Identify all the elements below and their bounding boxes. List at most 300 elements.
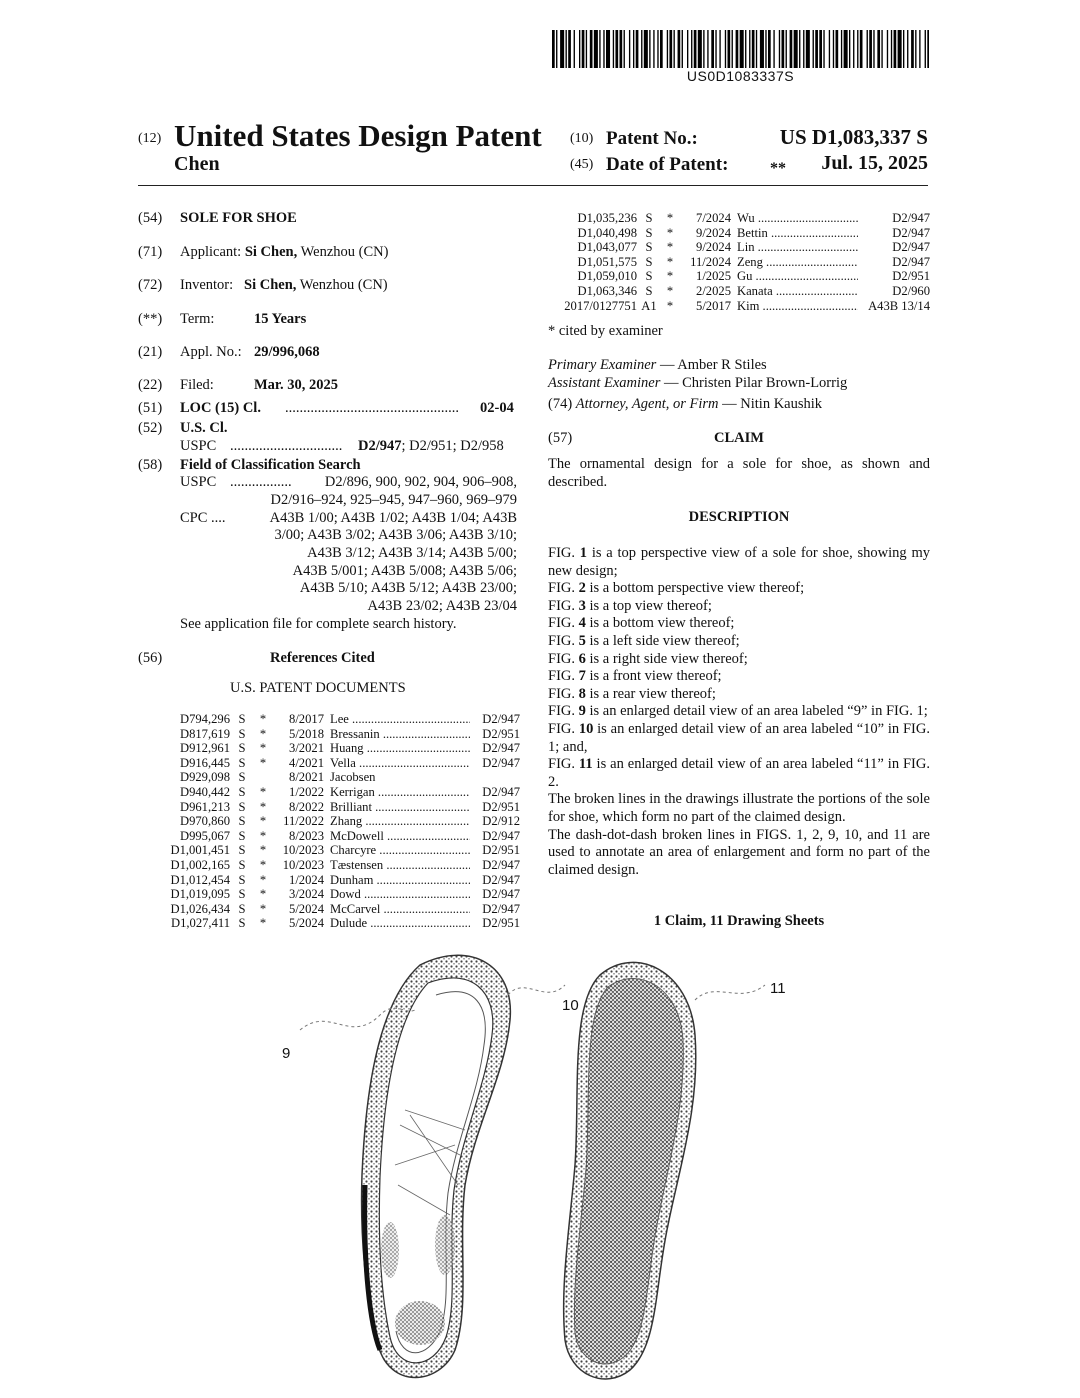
barcode-bar — [836, 30, 839, 68]
reference-number: D1,063,346 — [577, 283, 637, 298]
reference-row — [150, 858, 520, 873]
description-list — [548, 545, 930, 879]
reference-star: * — [259, 887, 267, 902]
reference-row — [545, 240, 930, 255]
barcode-bar — [925, 30, 926, 68]
barcode-bar — [552, 30, 555, 68]
reference-name: Dowd ..... — [324, 887, 470, 902]
reference-date: 3/2021 — [289, 741, 324, 756]
barcode-bar — [653, 30, 654, 68]
barcode-bar — [624, 30, 625, 68]
reference-class: D2/947 — [470, 741, 520, 756]
figure-prefix: FIG. — [548, 685, 579, 702]
reference-kind: S — [238, 755, 246, 770]
barcode-bar — [620, 30, 623, 68]
document-type-title: United States Design Patent — [174, 118, 542, 153]
reference-kind: S — [238, 828, 246, 843]
figure-number: 7 — [578, 668, 586, 685]
reference-date: 9/2024 — [696, 240, 731, 255]
barcode-bar — [674, 30, 675, 68]
reference-number: D1,040,498 — [577, 225, 637, 240]
figure-text: is an enlarged detail view of an area labeled “10” in FIG. 1; and, — [548, 720, 930, 755]
barcode-bar — [841, 30, 842, 68]
figure-description — [548, 545, 930, 580]
reference-date: 8/2023 — [289, 828, 324, 843]
barcode-bar — [773, 30, 774, 68]
figure-number: 3 — [578, 597, 586, 614]
us-cl-label: U.S. Cl. — [180, 420, 228, 436]
reference-number: D916,445 — [179, 755, 230, 770]
reference-star: * — [259, 726, 267, 741]
uspc-main: D2/947 — [358, 438, 402, 454]
reference-class: D2/947 — [858, 211, 930, 226]
reference-number: D1,059,010 — [577, 269, 637, 284]
barcode-bar — [907, 30, 908, 68]
reference-date: 4/2021 — [289, 755, 324, 770]
reference-class: D2/947 — [470, 829, 520, 844]
reference-kind: S — [238, 887, 246, 902]
barcode-bar — [768, 30, 771, 68]
reference-star: * — [666, 225, 674, 240]
reference-name: Brilliant ..... — [324, 800, 470, 815]
barcode-bar — [641, 30, 642, 68]
barcode-bar — [867, 30, 868, 68]
reference-star: * — [259, 872, 267, 887]
figure-number: 9 — [578, 703, 586, 720]
figure-number: 11 — [578, 756, 593, 773]
appl-no-label: Appl. No.: — [180, 344, 242, 360]
code-54: (54) — [138, 210, 163, 226]
reference-date: 1/2022 — [289, 784, 324, 799]
barcode-bar — [903, 30, 904, 68]
figure-number: 5 — [578, 632, 586, 649]
reference-name: Wu ..... — [731, 211, 858, 226]
reference-row — [150, 756, 520, 771]
dash-dot-note: The dash-dot-dash broken lines in FIGS. 1, 2, 9, 10, and 11 are used to annotate an area of enlargement and form no part of the claimed design. — [548, 826, 930, 878]
field-search-label: Field of Classification Search — [180, 457, 361, 473]
patent-title: SOLE FOR SHOE — [180, 210, 297, 226]
reference-row — [150, 814, 520, 829]
figure-prefix: FIG. — [548, 615, 579, 632]
reference-star: * — [666, 269, 674, 284]
sole-bottom-perspective — [564, 962, 696, 1379]
inventor-name: Si Chen, — [244, 277, 297, 293]
reference-name: Dunham ..... — [324, 873, 470, 888]
cpc-line-6: A43B 23/02; A43B 23/04 — [367, 598, 517, 614]
reference-class: D2/947 — [858, 255, 930, 270]
reference-class: D2/947 — [470, 858, 520, 873]
inventor-row — [180, 277, 388, 294]
barcode-bar — [919, 30, 920, 68]
reference-number: D1,027,411 — [170, 916, 230, 931]
figure-prefix: FIG. — [548, 650, 579, 667]
drawing-label-9: 9 — [282, 1045, 291, 1062]
figure-text: is a rear view thereof; — [585, 685, 716, 702]
patent-no-label: Patent No.: — [606, 128, 698, 149]
reference-date: 9/2024 — [696, 225, 731, 240]
reference-class: D2/951 — [470, 843, 520, 858]
reference-date: 5/2024 — [289, 916, 324, 931]
attorney-label: Attorney, Agent, or Firm — [575, 396, 719, 412]
reference-number: D961,213 — [179, 799, 230, 814]
claims-and-sheets: 1 Claim, 11 Drawing Sheets — [653, 913, 825, 929]
reference-name: Bressanin ..... — [324, 727, 470, 742]
filed-value: Mar. 30, 2025 — [254, 377, 339, 393]
reference-star: * — [259, 799, 267, 814]
reference-name: Zeng ..... — [731, 255, 858, 270]
uspc-rest: ; D2/951; D2/958 — [401, 438, 504, 454]
code-22: (22) — [138, 377, 163, 393]
reference-row — [545, 284, 930, 299]
shoe-sole-drawing — [270, 945, 830, 1390]
reference-row — [150, 727, 520, 742]
reference-date: 5/2018 — [289, 726, 324, 741]
reference-class: D2/947 — [470, 887, 520, 902]
figure-text: is a right side view thereof; — [585, 650, 748, 667]
reference-kind: S — [238, 901, 246, 916]
barcode-bar — [829, 30, 830, 68]
figure-text: is an enlarged detail view of an area labeled “11” in FIG. 2. — [548, 756, 930, 790]
reference-class: D2/947 — [858, 226, 930, 241]
figure-description — [548, 615, 930, 633]
date-of-patent-label: Date of Patent: — [606, 154, 729, 175]
reference-number: 2017/0127751 — [564, 298, 637, 313]
reference-row — [545, 269, 930, 284]
reference-class: D2/951 — [858, 269, 930, 284]
reference-kind: A1 — [641, 298, 657, 313]
barcode-bar — [740, 30, 744, 68]
reference-class: D2/951 — [470, 800, 520, 815]
reference-kind: S — [238, 916, 246, 931]
barcode-bar — [590, 30, 593, 68]
barcode-bar — [691, 30, 692, 68]
barcode-bar — [794, 30, 798, 68]
barcode-bar — [887, 30, 888, 68]
reference-date: 5/2017 — [696, 298, 731, 313]
barcode-bar — [579, 30, 580, 68]
barcode-bar — [582, 30, 585, 68]
patent-number: US D1,083,337 S — [779, 125, 928, 149]
reference-date: 10/2023 — [282, 843, 324, 858]
barcode-bar — [891, 30, 892, 68]
applicant-location: Wenzhou (CN) — [300, 244, 389, 260]
reference-row — [545, 226, 930, 241]
figure-description — [548, 633, 930, 651]
barcode-bar — [568, 30, 571, 68]
primary-examiner-name: — Amber R Stiles — [659, 357, 767, 373]
figure-text: is a top view thereof; — [585, 597, 712, 614]
code-72: (72) — [138, 277, 163, 293]
primary-examiner-label: Primary Examiner — [548, 357, 657, 373]
header-rule — [138, 185, 928, 186]
cpc-line-2: 3/00; A43B 3/02; A43B 3/06; A43B 3/10; — [274, 527, 517, 543]
barcode-bar — [698, 30, 702, 68]
reference-row — [545, 211, 930, 226]
barcode-bar — [615, 30, 618, 68]
code-71: (71) — [138, 244, 163, 260]
reference-class: A43B 13/14 — [858, 299, 930, 314]
uspc-label: USPC — [180, 438, 217, 454]
reference-row — [545, 255, 930, 270]
sole-top-perspective — [362, 955, 511, 1377]
leader-line-10 — [508, 985, 565, 995]
reference-star: * — [666, 240, 674, 255]
code-45: (45) — [570, 157, 594, 172]
figure-prefix: FIG. — [548, 756, 579, 773]
reference-number: D1,012,454 — [170, 872, 230, 887]
figure-number: 1 — [579, 545, 588, 561]
barcode-bar — [782, 30, 785, 68]
reference-class: D2/951 — [470, 727, 520, 742]
reference-name: McCarvel ..... — [324, 902, 470, 917]
claim-title: CLAIM — [714, 430, 764, 446]
code-74: (74) — [548, 396, 573, 412]
reference-row — [150, 712, 520, 727]
barcode-bar — [629, 30, 630, 68]
primary-examiner — [548, 357, 930, 375]
barcode-bar — [636, 30, 639, 68]
uspc-values — [358, 438, 504, 455]
barcode-bar — [849, 30, 850, 68]
barcode-bar — [803, 30, 804, 68]
reference-number: D817,619 — [179, 726, 230, 741]
reference-class: D2/912 — [470, 814, 520, 829]
barcode-bar — [606, 30, 610, 68]
reference-name: Kerrigan ..... — [324, 785, 470, 800]
figure-number: 2 — [578, 580, 586, 597]
reference-star: * — [259, 857, 267, 872]
field-uspc-line-2: D2/916–924, 925–945, 947–960, 969–979 — [270, 492, 517, 508]
reference-kind: S — [238, 770, 246, 785]
reference-star: * — [259, 784, 267, 799]
barcode-bar — [725, 30, 726, 68]
filed-label: Filed: — [180, 377, 214, 393]
barcode-bar — [894, 30, 897, 68]
reference-kind: S — [238, 814, 246, 829]
barcode-bar — [813, 30, 814, 68]
reference-row — [150, 829, 520, 844]
barcode-bar — [877, 30, 880, 68]
barcode-bar — [844, 30, 848, 68]
reference-star: * — [259, 901, 267, 916]
reference-class: D2/947 — [470, 712, 520, 727]
figure-prefix: FIG. — [548, 597, 579, 614]
code-56: (56) — [138, 650, 163, 666]
barcode-bar — [649, 30, 650, 68]
reference-star: * — [259, 828, 267, 843]
reference-number: D1,001,451 — [170, 843, 230, 858]
figure-description — [548, 598, 930, 616]
barcode-bar — [644, 30, 648, 68]
reference-name: Lee ..... — [324, 712, 470, 727]
reference-star: * — [666, 298, 674, 313]
references-list-left — [150, 712, 520, 931]
field-uspc-dots: ................. — [230, 474, 292, 490]
barcode-bar — [915, 30, 916, 68]
attorney-row — [548, 396, 930, 414]
figure-description — [548, 756, 930, 791]
code-51: (51) — [138, 400, 163, 416]
reference-kind: S — [238, 872, 246, 887]
code-10: (10) — [570, 131, 594, 146]
reference-row — [150, 800, 520, 815]
drawing-label-10: 10 — [562, 997, 579, 1014]
reference-number: D970,860 — [179, 814, 230, 829]
reference-row — [150, 916, 520, 931]
reference-number: D1,002,165 — [170, 857, 230, 872]
barcode-bar — [819, 30, 822, 68]
description-title: DESCRIPTION — [688, 509, 790, 525]
reference-number: D940,442 — [179, 784, 230, 799]
reference-star: * — [259, 712, 267, 726]
reference-date: 8/2021 — [289, 770, 324, 785]
barcode-bar — [707, 30, 708, 68]
date-of-patent: Jul. 15, 2025 — [821, 152, 928, 174]
reference-date: 8/2022 — [289, 799, 324, 814]
loc-dots: ................................................ — [285, 400, 459, 416]
barcode-bar — [857, 30, 858, 68]
reference-date: 11/2024 — [690, 254, 731, 269]
assistant-examiner — [548, 375, 930, 393]
reference-kind: S — [238, 843, 246, 858]
figure-description — [548, 580, 930, 598]
barcode-bar — [745, 30, 746, 68]
barcode-bar — [687, 30, 688, 68]
applicant-name: Si Chen, — [244, 244, 298, 260]
reference-name: Vella ..... — [324, 756, 470, 771]
figure-prefix: FIG. — [548, 580, 579, 597]
claim-text: The ornamental design for a sole for shoe, as shown and described. — [548, 456, 930, 490]
barcode-bar — [682, 30, 683, 68]
figure-number: 10 — [578, 720, 594, 737]
reference-name: Zhang ..... — [324, 814, 470, 829]
reference-class: D2/947 — [470, 756, 520, 771]
reference-number: D929,098 — [179, 770, 230, 785]
reference-class: D2/951 — [470, 916, 520, 931]
inventor-location: Wenzhou (CN) — [299, 277, 388, 293]
reference-kind: S — [238, 712, 246, 726]
reference-class: D2/947 — [470, 873, 520, 888]
references-list-right — [545, 211, 930, 313]
reference-kind: S — [238, 857, 246, 872]
figure-text: is an enlarged detail view of an area labeled “9” in FIG. 1; — [585, 703, 928, 720]
reference-row — [150, 770, 520, 785]
reference-date: 7/2024 — [696, 211, 731, 225]
leader-line-11 — [695, 985, 765, 1000]
barcode-bar — [911, 30, 914, 68]
reference-date: 3/2024 — [289, 887, 324, 902]
loc-label: LOC (15) Cl. — [180, 400, 261, 416]
reference-number: D1,019,095 — [170, 887, 230, 902]
figure-prefix: FIG. — [548, 632, 579, 649]
barcode-bar — [669, 30, 672, 68]
reference-name: Huang ..... — [324, 741, 470, 756]
figure-prefix: FIG. — [548, 668, 579, 685]
reference-kind: S — [238, 784, 246, 799]
barcode-bar — [586, 30, 587, 68]
term-label: Term: — [180, 311, 215, 327]
reference-row — [150, 843, 520, 858]
barcode-bar — [853, 30, 854, 68]
figure-description — [548, 703, 930, 721]
figure-description — [548, 651, 930, 669]
barcode-bar — [756, 30, 757, 68]
barcode-bar — [752, 30, 755, 68]
code-58: (58) — [138, 457, 163, 473]
attorney-name: — Nitin Kaushik — [722, 396, 823, 412]
reference-date: 1/2025 — [696, 269, 731, 284]
reference-number: D1,026,434 — [170, 901, 230, 916]
assistant-examiner-label: Assistant Examiner — [548, 375, 661, 391]
reference-date: 5/2024 — [289, 901, 324, 916]
reference-class: D2/960 — [858, 284, 930, 299]
cpc-line-1: A43B 1/00; A43B 1/02; A43B 1/04; A43B — [269, 510, 517, 526]
reference-kind: S — [645, 225, 653, 240]
field-uspc-label: USPC — [180, 474, 217, 490]
cited-by-examiner: * cited by examiner — [548, 323, 663, 339]
cpc-line-3: A43B 3/12; A43B 3/14; A43B 5/00; — [307, 545, 517, 561]
reference-star: * — [259, 814, 267, 829]
reference-star: * — [259, 755, 267, 770]
reference-number: D1,051,575 — [577, 254, 637, 269]
reference-kind: S — [645, 269, 653, 284]
term-value: 15 Years — [254, 311, 307, 327]
barcode-bar — [728, 30, 731, 68]
appl-no-value: 29/996,068 — [254, 344, 320, 360]
barcode-bar — [779, 30, 780, 68]
uspc-dots: ............................... — [230, 438, 343, 454]
reference-date: 1/2024 — [289, 872, 324, 887]
reference-name: Kanata ..... — [731, 284, 858, 299]
barcode-bar — [711, 30, 714, 68]
reference-kind: S — [645, 254, 653, 269]
reference-kind: S — [645, 283, 653, 298]
reference-class: D2/947 — [858, 240, 930, 255]
reference-row — [150, 902, 520, 917]
us-patent-documents-title: U.S. PATENT DOCUMENTS — [230, 680, 406, 696]
cpc-line-4: A43B 5/001; A43B 5/008; A43B 5/06; — [292, 563, 517, 579]
barcode-bar — [815, 30, 818, 68]
reference-star: * — [259, 741, 267, 756]
barcode-bar — [881, 30, 882, 68]
barcode-bar — [806, 30, 810, 68]
reference-star — [254, 770, 272, 785]
barcode-bar — [556, 30, 557, 68]
reference-name: Dulude ..... — [324, 916, 470, 931]
applicant-row — [180, 244, 388, 261]
reference-kind: S — [238, 799, 246, 814]
barcode-bar — [633, 30, 634, 68]
inventor-surname: Chen — [174, 153, 220, 175]
barcode-bar — [736, 30, 739, 68]
figure-prefix: FIG. — [548, 545, 580, 561]
figure-text: is a bottom view thereof; — [585, 615, 735, 632]
barcode-bar — [873, 30, 874, 68]
barcode-bar — [599, 30, 600, 68]
reference-number: D912,961 — [179, 741, 230, 756]
applicant-label: Applicant: — [180, 244, 242, 260]
loc-value: 02-04 — [480, 400, 514, 416]
reference-name: Lin ..... — [731, 240, 858, 255]
figure-description — [548, 686, 930, 704]
reference-class: D2/947 — [470, 902, 520, 917]
cpc-label: CPC .... — [180, 510, 226, 526]
barcode-bar — [790, 30, 793, 68]
figure-number: 4 — [578, 615, 586, 632]
code-21: (21) — [138, 344, 163, 360]
reference-name: Jacobsen — [330, 770, 376, 785]
barcode-bar — [678, 30, 681, 68]
